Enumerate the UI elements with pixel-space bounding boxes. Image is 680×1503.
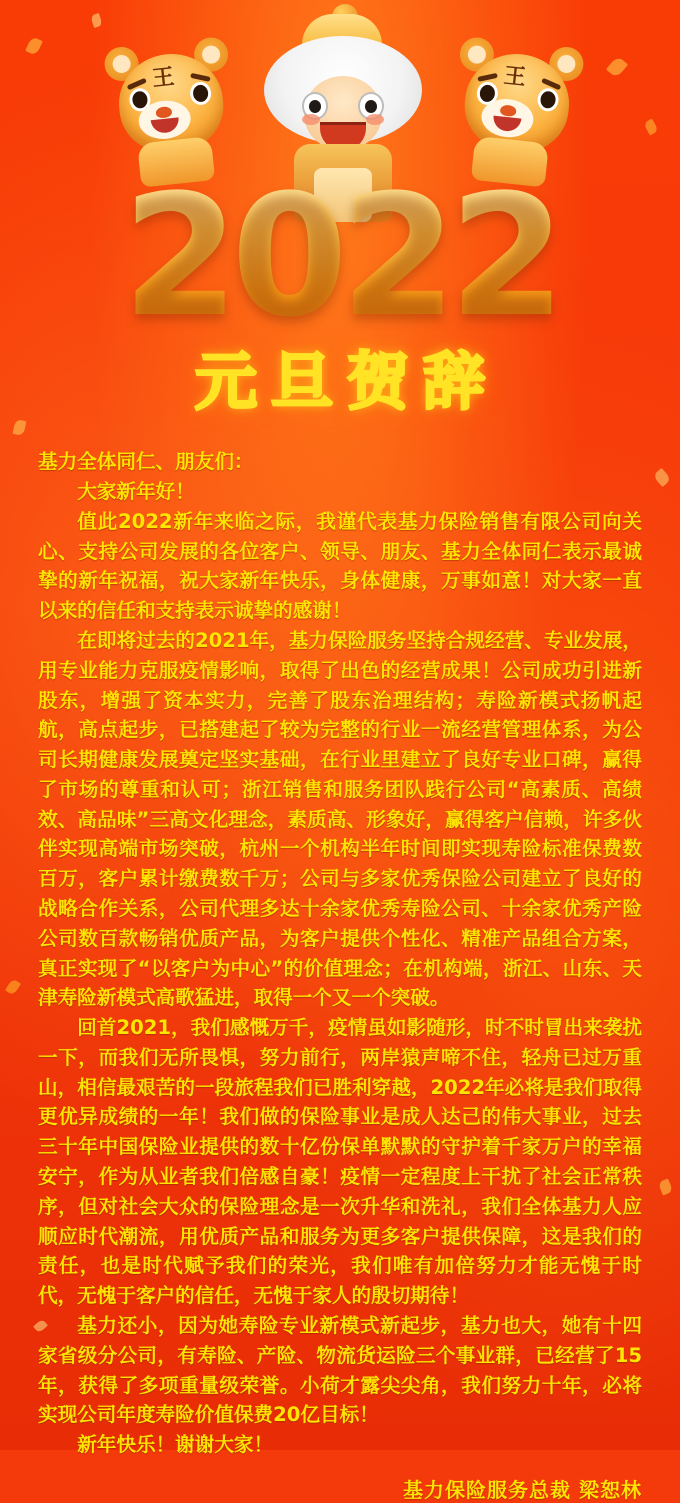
letter-salutation: 基力全体同仁、朋友们：	[38, 450, 254, 474]
lion-dance-child-icon	[258, 18, 428, 218]
confetti-particle	[13, 419, 27, 436]
confetti-particle	[658, 1178, 673, 1195]
tiger-forehead-character: 王	[502, 63, 528, 91]
poster-title: 元旦贺辞	[194, 345, 499, 418]
letter-paragraph: 回首2021，我们感慨万千，疫情虽如影随形，时不时冒出来袭扰一下，而我们无所畏惧，努力前行，两岸猿声啼不住，轻舟已过万重山，相信最艰苦的一段旅程我们已胜利穿越，2022年必将是我们取得更优异成绩的一年！我们做的保险事业是成人达己的伟大事业，过去三十年中国保险业提供的数十亿份保单默默的守护着千家万户的幸福安宁，作为从业者我们倍感自豪！疫情一定程度上干扰了社会正常秩序，但对社会大众的保险理念是一次升华和洗礼，我们全体基力人应顺应时代潮流，用优质产品和服务为更多客户提供保障，这是我们的责任，也是时代赋予我们的荣光，我们唯有加倍努力才能无愧于时代，无愧于客户的信任，无愧于家人的殷切期待！	[38, 1016, 642, 1308]
confetti-particle	[5, 978, 21, 995]
confetti-particle	[653, 468, 672, 487]
letter-paragraph: 基力还小，因为她寿险专业新模式新起步，基力也大，她有十四家省级分公司，有寿险、产险、物流货运险三个事业群，已经营了15年，获得了多项重量级荣誉。小荷才露尖尖角，我们努力十年，必将实现公司年度寿险价值保费20亿目标！	[38, 1313, 642, 1427]
letter-signature: 基力保险服务总裁 梁恕林	[403, 1477, 642, 1502]
letter-greeting: 大家新年好！	[77, 480, 195, 504]
year-numerals: 2022	[0, 172, 680, 340]
letter-body	[38, 447, 642, 1460]
tiger-mascot-left-icon	[106, 42, 239, 184]
tiger-mascot-right-icon	[450, 42, 583, 184]
tiger-forehead-character: 王	[151, 64, 176, 92]
letter-paragraph: 值此2022新年来临之际，我谨代表基力保险销售有限公司向关心、支持公司发展的各位客户、领导、朋友、基力全体同仁表示最诚挚的新年祝福，祝大家新年快乐，身体健康，万事如意！对大家一直以来的信任和支持表示诚挚的感谢！	[38, 509, 642, 623]
letter-paragraph: 在即将过去的2021年，基力保险服务坚持合规经营、专业发展，用专业能力克服疫情影响，取得了出色的经营成果！公司成功引进新股东，增强了资本实力，完善了股东治理结构；寿险新模式扬帆起航，高点起步，已搭建起了较为完整的行业一流经营管理体系，为公司长期健康发展奠定坚实基础，在行业里建立了良好专业口碑，赢得了市场的尊重和认可；浙江销售和服务团队践行公司“高素质、高绩效、高品味”三高文化理念，素质高、形象好，赢得客户信赖，许多伙伴实现高端市场突破，杭州一个机构半年时间即实现寿险标准保费数百万，客户累计缴费数千万；公司与多家优秀保险公司建立了良好的战略合作关系，公司代理多达十余家优秀寿险公司、十余家优秀产险公司数百款畅销优质产品，为客户提供个性化、精准产品组合方案，真正实现了“以客户为中心”的价值理念；在机构端，浙江、山东、天津寿险新模式高歌猛进，取得一个又一个突破。	[38, 628, 642, 1010]
letter-closing: 新年快乐！谢谢大家！	[77, 1433, 274, 1457]
header-illustration	[0, 0, 680, 354]
